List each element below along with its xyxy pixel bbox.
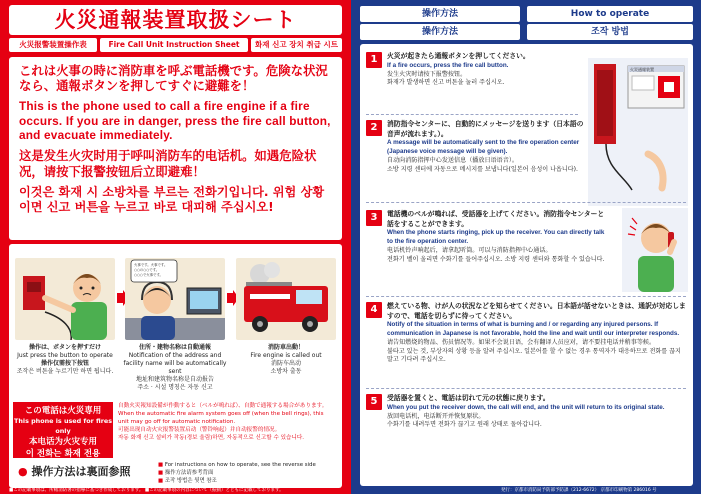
step-number: 1 [366,52,382,68]
warning-en: This is the phone used to call a fire engine if a fire occurs. If you are in danger, press the fire call button, and evacuate immediately. [19,99,331,143]
caption-press-en: Just press the button to operate [17,352,113,360]
svg-text:○○○で火事です。: ○○○で火事です。 [134,273,163,277]
caption-dispatch-en: Fire engine is called out [250,352,322,360]
header-en: How to operate [527,6,693,22]
main-warning [9,57,342,240]
caption-press-ko: 조작은 버튼을 누르기만 하면 됩니다. [16,368,114,376]
step-number: 4 [366,302,382,318]
step-number: 5 [366,394,382,410]
caption-notify-zh: 地址和建筑物名称是自动报告 [135,376,214,384]
step-2-zh: 自动向消防指挥中心发送信息（播放日语语音）。 [387,157,519,165]
left-footer: ■この記載事項は、所轄消防署の指導に基づき作成しております。 ■この記載事項の内容について（振動）とともに記載しております。 [9,488,284,493]
divider [366,388,686,389]
warning-ko: 이것은 화재 시 소방차를 부르는 전화기입니다. 위험 상황이면 신고 버튼을 누르고 바로 대피해 주십시오! [19,184,325,214]
step-3 [387,210,609,264]
step-5-ja: 受話器を置くと、電話は切れて元の状態に戻ります。 [387,394,550,402]
caption-press-ja: 操作は、ボタンを押すだけ [28,344,101,351]
step-3-en: When the phone starts ringing, pick up the receiver. You can directly talk to the fire operation center. [387,229,605,246]
step-4-ko: 불타고 있는 것, 부상자의 상황 등을 알려 주십시오. 일본어를 할 수 없는 경우 통역자가 대응하므로 전화를 끊지 말고 기다려 주십시오. [387,347,681,364]
caption-notify-en: Notification of the address and facility name will be automatically sent [123,352,227,376]
step-2-ko: 소방 지령 센터에 자동으로 메시지를 보냅니다(일본어 음성이 나옵니다). [387,165,578,173]
warning-zh: 这是发生火灾时用于呼叫消防车的电话机。如遇危险状况，请按下报警按钮后立即避难！ [19,148,317,179]
header-zh: 操作方法 [360,24,520,40]
step-4-zh: 请告知燃烧的物品、伤员情况等。如果不会说日语，会有翻译人员应对，请不要挂电话并稍事等候。 [387,339,656,347]
caption-dispatch-ko: 소방차 출동 [270,368,302,376]
reverse-zh: 操作方法请参考背面 [164,469,214,476]
step-5-zh: 放回电话机，电话断开并恢复原状。 [387,412,485,420]
scene-operator [125,258,225,340]
caption-notify-ja: 住所・建物名称は自動通報 [138,344,211,351]
scene-fire-engine [236,258,336,340]
step-2 [387,120,587,174]
right-footer: 発行：京都市消防局予防部予防課（212-6672） 京都市印刷物第 286016 号 [501,488,657,493]
step-1-ko: 화재가 발생하면 신고 버튼을 눌러 주십시오. [387,79,505,87]
steps-container [360,44,693,486]
step-5-en: When you put the receiver down, the call will end, and the unit will return to its original state. [387,403,665,411]
step-4 [387,302,687,365]
fire-only-zh: 本电话为火灾专用 [28,436,97,447]
header-ko: 조작 방법 [527,24,693,40]
note-ko: 자동 화재 신고 설비가 작동(경보 울림)하면, 자동적으로 신고할 수 있습니다. [118,435,305,442]
subtitle-ko: 화재 신고 장치 취급 시트 [251,38,342,52]
reverse-ko: 조작 방법은 뒷면 참조 [164,477,217,484]
square-bullet-icon: ■ [158,469,164,476]
subtitle-en: Fire Call Unit Instruction Sheet [100,38,248,52]
fire-only-en: This phone is used for fires only [13,417,113,435]
square-bullet-icon: ■ [158,477,164,484]
step-5-ko: 수화기를 내려두면 전화가 끊기고 원래 상태로 돌아갑니다. [387,421,542,429]
device-label: 火災通報装置 [630,67,654,72]
step-4-ja: 燃えている物、けが人の状況などを知らせてください。日本語が話せないときは、通訳が対応しますので、電話を切らずに待ってください。 [387,302,686,320]
step-1-en: If a fire occurs, press the fire call button. [387,61,509,69]
see-reverse-notes [158,462,338,485]
fire-call-unit-illustration [588,58,688,206]
step-2-ja: 消防指令センターに、自動的にメッセージを送ります（日本語の音声が流れます。）。 [387,120,584,138]
step-3-ko: 전화기 벨이 울리면 수화기를 들어주십시오. 소방 지령 센터와 통화할 수 있습니다. [387,255,605,263]
square-bullet-icon: ■ [158,462,164,468]
fire-only-ja: この電話は火災専用 [24,406,102,416]
caption-press-zh: 操作仅需按下按钮 [40,360,89,368]
caption-notify [123,344,227,393]
right-panel [351,0,701,494]
caption-dispatch-zh: 消防车出动 [270,360,301,368]
speech-bubble-text: 火事です。火事です。 [134,263,168,267]
step-1-zh: 发生火灾时请按下报警按钮。 [387,70,467,78]
see-reverse-text: 操作方法は裏面参照 [31,465,131,478]
step-5 [387,394,687,430]
see-reverse-label [18,463,130,479]
step-number: 3 [366,210,382,226]
caption-notify-ko: 주소 · 시설 명칭은 자동 신고 [137,384,213,392]
subtitle-zh: 火災报警装置操作表 [9,38,97,52]
divider [366,296,686,297]
step-3-zh: 电话机铃声响起后，请拿起听筒。可以与消防指挥中心通话。 [387,247,552,255]
step-1-ja: 火災が起きたら通報ボタンを押してください。 [387,52,530,60]
caption-press [13,344,117,376]
step-number: 2 [366,120,382,136]
caption-dispatch [234,344,338,376]
header-ja: 操作方法 [360,6,520,22]
bullet-icon: ● [18,465,28,478]
step-1 [387,52,587,88]
reverse-en: For instructions on how to operate, see the reverse side [164,462,316,468]
note-zh: 可能出现自动火灾报警装置启动（警铃响起）并自动报警的情况。 [118,427,281,434]
step-3-ja: 電話機のベルが鳴れば、受話器を上げてください。消防指令センターと話をすることができます。 [387,210,605,228]
svg-text:○○の○○です。: ○○の○○です。 [134,268,160,272]
note-en: When the automatic fire alarm system goes off (when the bell rings), this unit may go off for automatic notification. [118,411,324,426]
sheet-title: 火災通報装置取扱シート [9,5,342,35]
note-ja: 自動火災報知設備が作動すると（ベルが鳴れば）、自動で通報する場合があります。 [118,403,328,409]
warning-ja: これは火事の時に消防車を呼ぶ電話機です。危険な状況なら、通報ボタンを押してすぐに避難を！ [19,63,328,94]
fire-only-box [13,402,113,458]
scene-press-button [15,258,115,340]
fire-only-ko: 이 전화는 화재 전용 [25,449,101,460]
divider [366,202,686,203]
caption-dispatch-ja: 消防車出動！ [267,344,304,351]
step-2-en: A message will be automatically sent to the fire operation center (Japanese voice message will be given). [387,139,580,156]
person-on-phone-illustration [622,208,688,292]
divider [366,114,578,115]
auto-notification-notes [118,402,336,443]
step-4-en: Notify of the situation in terms of what is burning and / or regarding any injured persons. If communication in Japanese is not favorable, hold the line and wait until our interpreter responds. [387,321,680,338]
